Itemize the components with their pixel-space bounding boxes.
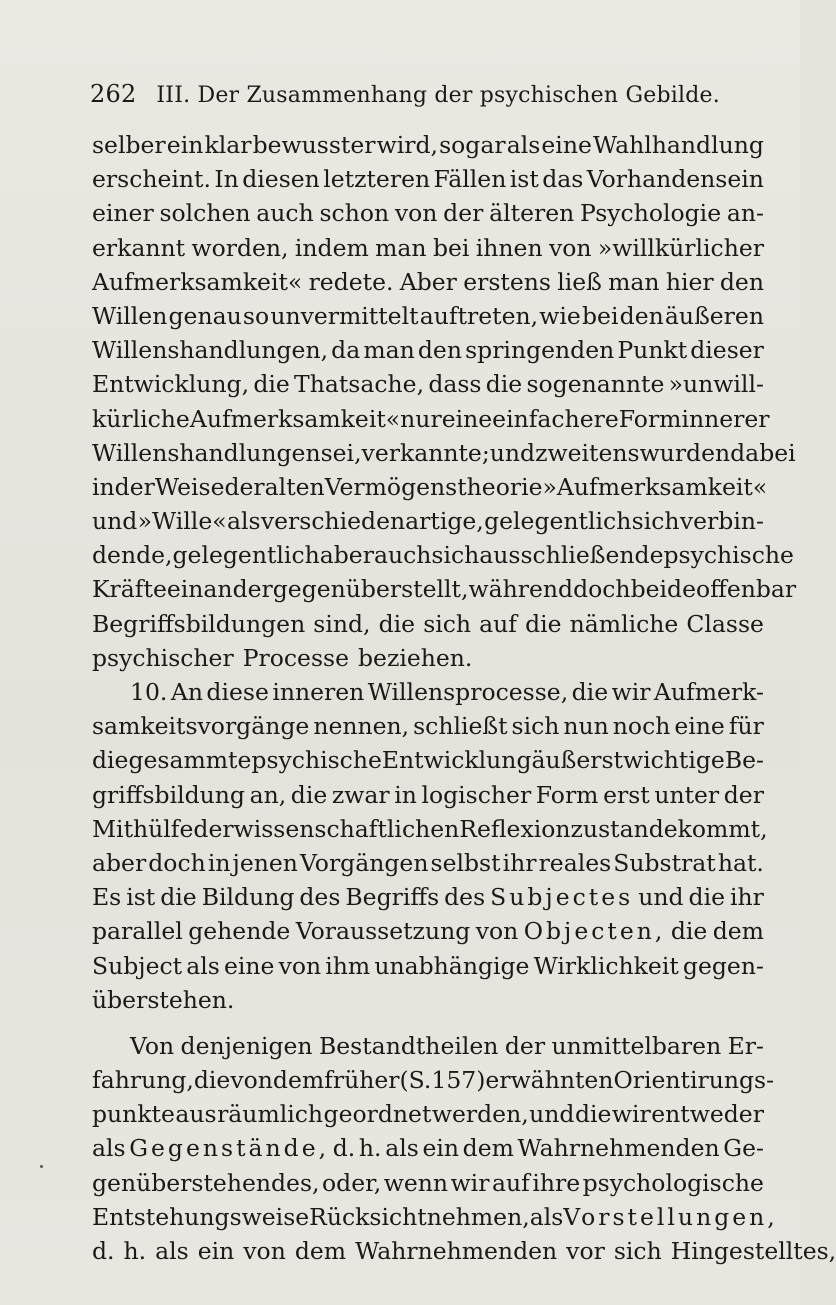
word: eine <box>541 131 592 159</box>
word: Substrat <box>613 848 716 877</box>
word: Weise <box>154 472 225 501</box>
word: auftreten, <box>419 301 539 330</box>
word: an- <box>726 199 764 228</box>
word: Vermögenstheorie <box>324 472 543 501</box>
word: die <box>193 1066 231 1095</box>
word: Willenshandlungen <box>92 438 321 467</box>
text-line <box>92 367 764 401</box>
word: dem <box>272 1066 325 1095</box>
word: Vorstellungen, <box>563 1202 778 1231</box>
word: Subjectes <box>490 883 634 912</box>
word: dabei <box>730 438 796 467</box>
word: aber <box>92 848 147 877</box>
word: stande <box>598 814 678 843</box>
word: wie <box>539 301 581 330</box>
word: genüberstehendes, <box>92 1168 320 1197</box>
word: denjenigen <box>180 1031 313 1060</box>
word: erscheint. <box>92 165 211 194</box>
word: schon <box>319 199 390 228</box>
word: dem <box>294 1237 347 1265</box>
paragraph-gap <box>92 1017 764 1029</box>
word: psychische <box>251 746 382 775</box>
word: diesen <box>242 165 320 194</box>
text-line <box>92 607 764 641</box>
word: (S. <box>399 1066 432 1095</box>
text-line <box>92 675 764 709</box>
word: d. <box>332 1134 356 1163</box>
running-header <box>90 80 770 108</box>
text-line <box>92 299 764 333</box>
word: gesammte <box>128 746 252 775</box>
word: so <box>242 301 270 330</box>
word: selbst <box>430 848 501 877</box>
word: Kräfte <box>92 575 167 604</box>
word: Aber <box>399 267 457 296</box>
word: Processe <box>242 643 349 672</box>
word: da <box>331 336 361 365</box>
word: nehmen, <box>426 1202 530 1231</box>
word: nämliche <box>569 609 679 638</box>
word: schließt <box>413 712 508 741</box>
word: auch <box>256 199 314 228</box>
word: aber <box>319 541 374 570</box>
word: als <box>529 1202 564 1231</box>
word: wurden <box>639 438 731 467</box>
word: auf <box>479 609 517 638</box>
word: punkte <box>92 1100 175 1129</box>
word: Wahrnehmenden <box>355 1237 558 1265</box>
word: gegen- <box>682 951 764 980</box>
word: verbin- <box>679 507 764 536</box>
word: sich <box>511 712 560 741</box>
word: Entwicklung <box>381 746 532 775</box>
word: verschiedenartige, <box>260 507 484 536</box>
word: Mithülfe <box>92 814 194 843</box>
word: Ge- <box>723 1134 764 1163</box>
word: die <box>571 678 609 706</box>
word: »willkürlicher <box>597 233 764 262</box>
word: h. <box>123 1237 147 1265</box>
word: ließ <box>557 267 602 296</box>
word: ein <box>197 1237 235 1265</box>
word: die <box>670 917 708 946</box>
word: wichtige <box>623 746 725 775</box>
word: letzteren <box>323 165 431 194</box>
word: wird, <box>376 131 438 159</box>
text-line <box>92 231 764 265</box>
text-line <box>92 402 770 436</box>
word: von <box>230 1066 273 1095</box>
word: Aufmerksamkeit« <box>92 267 303 296</box>
word: den <box>719 267 764 296</box>
word: sich <box>613 1237 662 1265</box>
word: dem <box>712 917 764 946</box>
word: eine <box>441 404 493 433</box>
word: »Aufmerksamkeit« <box>542 472 768 501</box>
word: ausschließende <box>479 541 664 570</box>
word: Gegenstände, <box>129 1134 330 1163</box>
word: auch <box>373 541 432 570</box>
text-line <box>92 572 797 606</box>
word: ein <box>422 1134 459 1163</box>
word: hier <box>665 267 714 296</box>
word: der <box>504 1031 546 1060</box>
word: überstehen. <box>92 985 235 1014</box>
word: der <box>114 472 155 501</box>
word: sich <box>431 541 480 570</box>
word: entweder <box>651 1100 764 1129</box>
word: und <box>529 1100 575 1129</box>
word: die <box>688 883 725 912</box>
word: psychologische <box>582 1168 764 1197</box>
word: die <box>485 370 523 399</box>
word: einfachere <box>492 404 619 433</box>
word: die <box>160 883 197 912</box>
word: Entwicklung, <box>92 370 250 399</box>
word: nur <box>400 404 442 433</box>
word: »Wille« <box>137 507 227 536</box>
word: kürliche <box>92 404 190 433</box>
word: Objecten, <box>523 917 666 946</box>
word: von <box>548 233 592 262</box>
word: sogar <box>439 131 506 159</box>
word: älteren <box>489 199 575 228</box>
word: griffsbildung <box>92 780 245 809</box>
word: man <box>363 336 415 365</box>
word: ist <box>126 883 156 912</box>
word: vor <box>566 1237 605 1265</box>
word: Vorhandensein <box>586 165 764 194</box>
word: jenen <box>232 848 298 877</box>
word: und <box>92 507 138 536</box>
text-line <box>92 436 796 470</box>
word: Be- <box>724 746 764 775</box>
text-line <box>92 641 764 675</box>
word: während <box>468 575 574 604</box>
word: noch <box>612 712 671 741</box>
word: ein <box>166 131 204 159</box>
word: innerer <box>681 404 770 433</box>
word: Aufmerk- <box>653 678 764 706</box>
word: Entstehungsweise <box>92 1202 310 1231</box>
text-line <box>92 709 764 743</box>
word: gelegentlich <box>484 507 632 536</box>
word: samkeitsvorgänge <box>92 712 310 741</box>
word: des <box>444 883 486 912</box>
margin-speck <box>40 1165 43 1168</box>
word: des <box>299 883 341 912</box>
word: parallel <box>92 917 183 946</box>
word: als <box>92 1134 126 1163</box>
word: eine <box>674 712 725 741</box>
word: und <box>489 438 536 467</box>
word: erst <box>603 780 650 809</box>
text-line <box>92 949 764 983</box>
word: nennen, <box>313 712 410 741</box>
text-line <box>92 743 764 777</box>
word: für <box>728 712 764 741</box>
word: Orientirungs- <box>613 1066 775 1095</box>
word: von <box>278 951 322 980</box>
word: dieser <box>690 336 764 365</box>
word: bei <box>432 233 470 262</box>
word: doch <box>573 575 631 604</box>
word: bei <box>582 301 619 330</box>
word: indem <box>294 233 369 262</box>
word: Wahlhandlung <box>592 131 764 159</box>
text-line <box>92 983 764 1017</box>
word: genau <box>168 301 242 330</box>
text-line <box>92 504 764 538</box>
word: unabhängige <box>374 951 530 980</box>
word: der <box>443 199 484 228</box>
word: unter <box>654 780 720 809</box>
word: In <box>214 165 239 194</box>
word: unvermittelt <box>270 301 419 330</box>
word: fahrung, <box>92 1066 194 1095</box>
text-line <box>92 812 768 846</box>
word: reales <box>538 848 612 877</box>
word: ist <box>509 165 539 194</box>
text-line <box>92 265 764 299</box>
word: Thatsache, <box>294 370 425 399</box>
word: doch <box>148 848 206 877</box>
word: erstens <box>463 267 551 296</box>
word: Es <box>92 883 122 912</box>
text-line <box>92 846 764 880</box>
word: dass <box>428 370 482 399</box>
word: die <box>525 609 562 638</box>
word: dende, <box>92 541 173 570</box>
text-line <box>92 880 764 914</box>
text-line <box>92 333 764 367</box>
word: sich <box>423 609 472 638</box>
word: zu <box>570 814 599 843</box>
word: räumlich <box>217 1100 324 1129</box>
word: h. <box>358 1134 382 1163</box>
word: gegenüberstellt, <box>272 575 469 604</box>
text-line <box>92 1029 764 1063</box>
word: An <box>170 678 203 706</box>
word: sei, <box>320 438 362 467</box>
word: sogenannte <box>526 370 665 399</box>
word: Rücksicht <box>309 1202 427 1231</box>
running-title: III. Der Zusammenhang der psychischen Gebilde. <box>156 83 720 108</box>
word: als <box>155 1237 189 1265</box>
word: das <box>542 165 584 194</box>
word: Form <box>618 404 682 433</box>
word: auf <box>491 1168 530 1197</box>
word: selber <box>92 131 166 159</box>
word: redete. <box>308 267 394 296</box>
word: d. <box>92 1237 115 1265</box>
page-number: 262 <box>90 80 137 108</box>
word: Begriffsbildungen <box>92 609 306 638</box>
word: ihnen <box>475 233 543 262</box>
word: die <box>378 609 416 638</box>
word: von <box>243 1237 286 1265</box>
word: Bildung <box>201 883 295 912</box>
word: logischer <box>421 780 532 809</box>
word: Punkt <box>617 336 688 365</box>
word: geordnet <box>323 1100 432 1129</box>
word: werden, <box>431 1100 529 1129</box>
word: 10. <box>130 678 168 706</box>
word: kommt, <box>677 814 768 843</box>
text-line <box>92 128 764 162</box>
word: klar <box>204 131 252 159</box>
word: Bestandtheilen <box>319 1031 499 1060</box>
word: die <box>574 1100 612 1129</box>
word: erwähnten <box>485 1066 614 1095</box>
word: Willenshandlungen, <box>92 336 329 365</box>
word: ihm <box>325 951 371 980</box>
word: Er- <box>727 1031 764 1060</box>
word: sind, <box>313 609 371 638</box>
word: worden, <box>191 233 289 262</box>
word: als <box>506 131 541 159</box>
word: solchen <box>159 199 251 228</box>
word: der <box>723 780 764 809</box>
word: die <box>92 746 129 775</box>
word: beide <box>630 575 696 604</box>
word: sich <box>631 507 680 536</box>
text-line <box>92 1200 778 1234</box>
word: ihre <box>532 1168 581 1197</box>
word: die <box>253 370 290 399</box>
word: 157) <box>431 1066 486 1095</box>
word: nun <box>563 712 609 741</box>
word: wenn <box>383 1168 449 1197</box>
word: Aufmerksamkeit« <box>189 404 401 433</box>
word: man <box>375 233 427 262</box>
word: der <box>224 472 265 501</box>
word: früher <box>324 1066 400 1095</box>
text-line <box>92 1063 775 1097</box>
word: wissenschaftlichen <box>233 814 460 843</box>
word: von <box>475 917 519 946</box>
text-line <box>92 1166 764 1200</box>
word: in <box>207 848 231 877</box>
text-line <box>92 196 764 230</box>
text-line <box>92 914 764 948</box>
word: Wahrnehmenden <box>517 1134 720 1163</box>
word: Psychologie <box>580 199 722 228</box>
text-line <box>92 1131 764 1165</box>
word: alten <box>264 472 325 501</box>
text-line <box>92 470 768 504</box>
word: Voraussetzung <box>295 917 471 946</box>
word: gelegentlich <box>172 541 320 570</box>
word: oder, <box>322 1168 382 1197</box>
word: ihr <box>502 848 537 877</box>
word: Fällen <box>433 165 507 194</box>
word: Willen <box>92 301 168 330</box>
word: als <box>226 507 261 536</box>
text-line <box>92 778 764 812</box>
word: man <box>608 267 660 296</box>
word: zweitens <box>535 438 640 467</box>
word: den <box>619 301 664 330</box>
word: wir <box>611 678 651 706</box>
word: bewusster <box>252 131 376 159</box>
word: Classe <box>686 609 764 638</box>
text-line <box>92 162 764 196</box>
word: von <box>394 199 438 228</box>
word: Begriffs <box>345 883 440 912</box>
word: beziehen. <box>358 643 473 672</box>
word: unmittelbaren <box>551 1031 722 1060</box>
word: als <box>385 1134 419 1163</box>
word: äußerst <box>531 746 623 775</box>
word: Hingestelltes, <box>670 1237 836 1265</box>
word: in <box>92 472 115 501</box>
word: psychische <box>663 541 794 570</box>
word: aus <box>175 1100 217 1129</box>
word: Wirklichkeit <box>533 951 679 980</box>
word: ihr <box>730 883 764 912</box>
word: Willensprocesse, <box>367 678 569 706</box>
word: einander <box>166 575 273 604</box>
word: wir <box>450 1168 490 1197</box>
word: hat. <box>717 848 764 877</box>
word: diese <box>206 678 269 706</box>
word: erkannt <box>92 233 186 262</box>
text-line <box>92 538 794 572</box>
word: als <box>186 951 220 980</box>
word: der <box>193 814 234 843</box>
word: an, <box>249 780 287 809</box>
word: springenden <box>465 336 615 365</box>
word: Reflexion <box>459 814 571 843</box>
word: die <box>290 780 328 809</box>
text-line <box>92 1097 764 1131</box>
text-line <box>92 1234 836 1268</box>
word: offenbar <box>695 575 797 604</box>
word: eine <box>223 951 275 980</box>
word: inneren <box>272 678 365 706</box>
word: den <box>417 336 462 365</box>
word: äußeren <box>664 301 764 330</box>
word: Subject <box>92 951 183 980</box>
word: Form <box>535 780 599 809</box>
word: Von <box>130 1031 175 1060</box>
word: psychischer <box>92 643 234 672</box>
word: verkannte; <box>361 438 490 467</box>
word: »unwill- <box>668 370 764 399</box>
word: Vorgängen <box>299 848 429 877</box>
word: einer <box>92 199 154 228</box>
word: zwar <box>331 780 390 809</box>
body-text <box>92 128 836 1268</box>
word: dem <box>462 1134 514 1163</box>
word: wir <box>611 1100 651 1129</box>
word: in <box>394 780 417 809</box>
word: gehende <box>188 917 291 946</box>
word: und <box>638 883 684 912</box>
